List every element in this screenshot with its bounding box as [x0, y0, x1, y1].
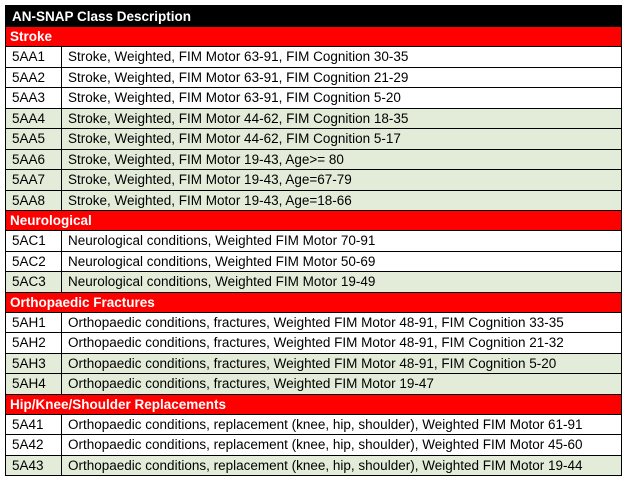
class-description-cell: Stroke, Weighted, FIM Motor 63-91, FIM Cognition 30-35 — [62, 47, 622, 68]
table-row — [6, 435, 622, 456]
class-code-cell: 5AA3 — [6, 88, 62, 109]
class-code-cell: 5AC1 — [6, 231, 62, 252]
class-code-cell: 5AH3 — [6, 353, 62, 374]
class-code-cell: 5AA5 — [6, 129, 62, 150]
table-row — [6, 251, 622, 272]
table-body — [6, 27, 622, 476]
class-description-cell: Orthopaedic conditions, replacement (knee, hip, shoulder), Weighted FIM Motor 45-60 — [62, 435, 622, 456]
class-description-cell: Neurological conditions, Weighted FIM Motor 19-49 — [62, 272, 622, 293]
class-description-cell: Stroke, Weighted, FIM Motor 19-43, Age=67-79 — [62, 170, 622, 191]
class-code-cell: 5AA6 — [6, 149, 62, 170]
class-description-cell: Orthopaedic conditions, fractures, Weighted FIM Motor 48-91, FIM Cognition 21-32 — [62, 333, 622, 354]
table-row — [6, 108, 622, 129]
class-description-cell: Stroke, Weighted, FIM Motor 63-91, FIM Cognition 5-20 — [62, 88, 622, 109]
class-code-cell: 5AA2 — [6, 67, 62, 88]
table-row — [6, 47, 622, 68]
class-description-cell: Stroke, Weighted, FIM Motor 44-62, FIM Cognition 5-17 — [62, 129, 622, 150]
an-snap-table-container — [5, 5, 621, 476]
class-description-cell: Neurological conditions, Weighted FIM Motor 70-91 — [62, 231, 622, 252]
section-header: Hip/Knee/Shoulder Replacements — [6, 394, 622, 414]
table-row — [6, 374, 622, 395]
class-description-cell: Neurological conditions, Weighted FIM Motor 50-69 — [62, 251, 622, 272]
table-row — [6, 414, 622, 435]
table-row — [6, 170, 622, 191]
class-description-cell: Orthopaedic conditions, fractures, Weighted FIM Motor 19-47 — [62, 374, 622, 395]
class-description-cell: Stroke, Weighted, FIM Motor 44-62, FIM Cognition 18-35 — [62, 108, 622, 129]
class-description-cell: Stroke, Weighted, FIM Motor 19-43, Age=18-66 — [62, 190, 622, 211]
class-code-cell: 5AH1 — [6, 312, 62, 333]
class-code-cell: 5AA1 — [6, 47, 62, 68]
table-row — [6, 190, 622, 211]
section-header: Neurological — [6, 211, 622, 231]
class-description-cell: Stroke, Weighted, FIM Motor 19-43, Age>= 80 — [62, 149, 622, 170]
class-description-cell: Orthopaedic conditions, fractures, Weighted FIM Motor 48-91, FIM Cognition 33-35 — [62, 312, 622, 333]
table-row — [6, 88, 622, 109]
section-header: Stroke — [6, 27, 622, 47]
table-row — [6, 67, 622, 88]
table-title: AN-SNAP Class Description — [6, 6, 622, 27]
class-description-cell: Orthopaedic conditions, fractures, Weighted FIM Motor 48-91, FIM Cognition 5-20 — [62, 353, 622, 374]
class-code-cell: 5AA8 — [6, 190, 62, 211]
section-header-row — [6, 27, 622, 47]
class-description-cell: Orthopaedic conditions, replacement (knee, hip, shoulder), Weighted FIM Motor 19-44 — [62, 455, 622, 476]
class-code-cell: 5AC3 — [6, 272, 62, 293]
table-row — [6, 455, 622, 476]
class-description-cell: Stroke, Weighted, FIM Motor 63-91, FIM Cognition 21-29 — [62, 67, 622, 88]
class-code-cell: 5AH4 — [6, 374, 62, 395]
table-row — [6, 312, 622, 333]
class-code-cell: 5A41 — [6, 414, 62, 435]
class-code-cell: 5A43 — [6, 455, 62, 476]
table-row — [6, 272, 622, 293]
class-code-cell: 5AA4 — [6, 108, 62, 129]
section-header-row — [6, 394, 622, 414]
table-row — [6, 353, 622, 374]
table-row — [6, 129, 622, 150]
section-header-row — [6, 292, 622, 312]
table-row — [6, 149, 622, 170]
table-row — [6, 333, 622, 354]
class-code-cell: 5A42 — [6, 435, 62, 456]
table-row — [6, 231, 622, 252]
section-header-row — [6, 211, 622, 231]
section-header: Orthopaedic Fractures — [6, 292, 622, 312]
an-snap-class-table — [5, 5, 622, 476]
class-code-cell: 5AA7 — [6, 170, 62, 191]
class-code-cell: 5AH2 — [6, 333, 62, 354]
class-code-cell: 5AC2 — [6, 251, 62, 272]
table-title-row — [6, 6, 622, 27]
class-description-cell: Orthopaedic conditions, replacement (knee, hip, shoulder), Weighted FIM Motor 61-91 — [62, 414, 622, 435]
